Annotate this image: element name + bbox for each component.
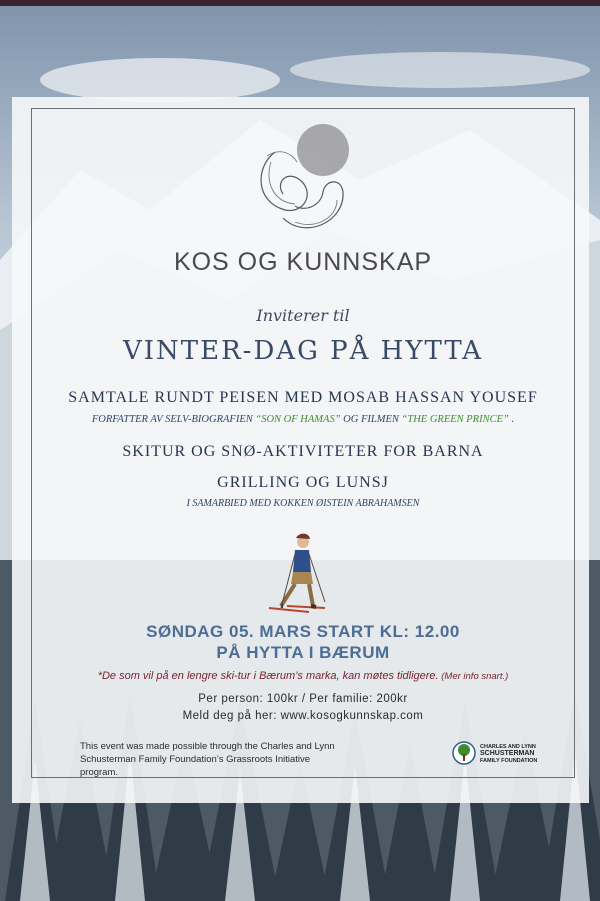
- price-info: Per person: 100kr / Per familie: 200kr: [198, 693, 408, 705]
- activity-grill-lunch: GRILLING OG LUNSJ: [217, 474, 389, 491]
- event-location: PÅ HYTTA I BÆRUM: [216, 643, 390, 662]
- activity-fireside-talk: SAMTALE RUNDT PEISEN MED MOSAB HASSAN YOUSEF: [68, 389, 538, 406]
- sponsor-line-2: SCHUSTERMAN: [480, 750, 535, 757]
- tree-of-life-icon: [452, 741, 476, 765]
- event-date: SØNDAG 05. MARS START KL: 12.00: [146, 622, 460, 641]
- early-meetup-note: [31, 670, 575, 682]
- brand-name: KOS OG KUNNSKAP: [173, 248, 433, 276]
- subtitle-part-c: OG FILMEN: [340, 414, 402, 425]
- signup-info: Meld deg på her: www.kosogkunnskap.com: [182, 710, 424, 722]
- sponsor-line-3: FAMILY FOUNDATION: [480, 758, 538, 764]
- skier-illustration: [263, 532, 333, 616]
- invite-text: Inviterer til: [256, 306, 350, 325]
- subtitle-part-e: .: [508, 414, 515, 425]
- activity-grill-subtitle: I SAMARBIED MED KOKKEN ØISTEIN ABRAHAMSEN: [186, 498, 420, 509]
- sponsor-logo: [452, 741, 572, 767]
- footer-credit: This event was made possible through the Charles and Lynn Schusterman Family Foundation’s Grassroots Initiative program.: [80, 741, 335, 778]
- subtitle-part-a: FORFATTER AV SELV-BIOGRAFIEN: [91, 414, 256, 425]
- sponsor-line-1: CHARLES AND LYNN: [480, 744, 536, 750]
- kos-og-kunnskap-logo: [245, 122, 355, 240]
- activity-ski-trip: SKITUR OG SNØ-AKTIVITETER FOR BARNA: [122, 443, 484, 460]
- activity-fireside-subtitle: [31, 414, 575, 425]
- top-bar: [0, 0, 600, 6]
- film-title: “THE GREEN PRINCE”: [401, 414, 509, 425]
- book-title: “SON OF HAMAS”: [255, 414, 341, 425]
- event-title: VINTER-DAG PÅ HYTTA: [122, 336, 484, 366]
- note-more-info: (Mer info snart.): [438, 671, 509, 682]
- note-text: *De som vil på en lengre ski-tur i Bærum’s marka, kan møtes tidligere.: [97, 670, 439, 682]
